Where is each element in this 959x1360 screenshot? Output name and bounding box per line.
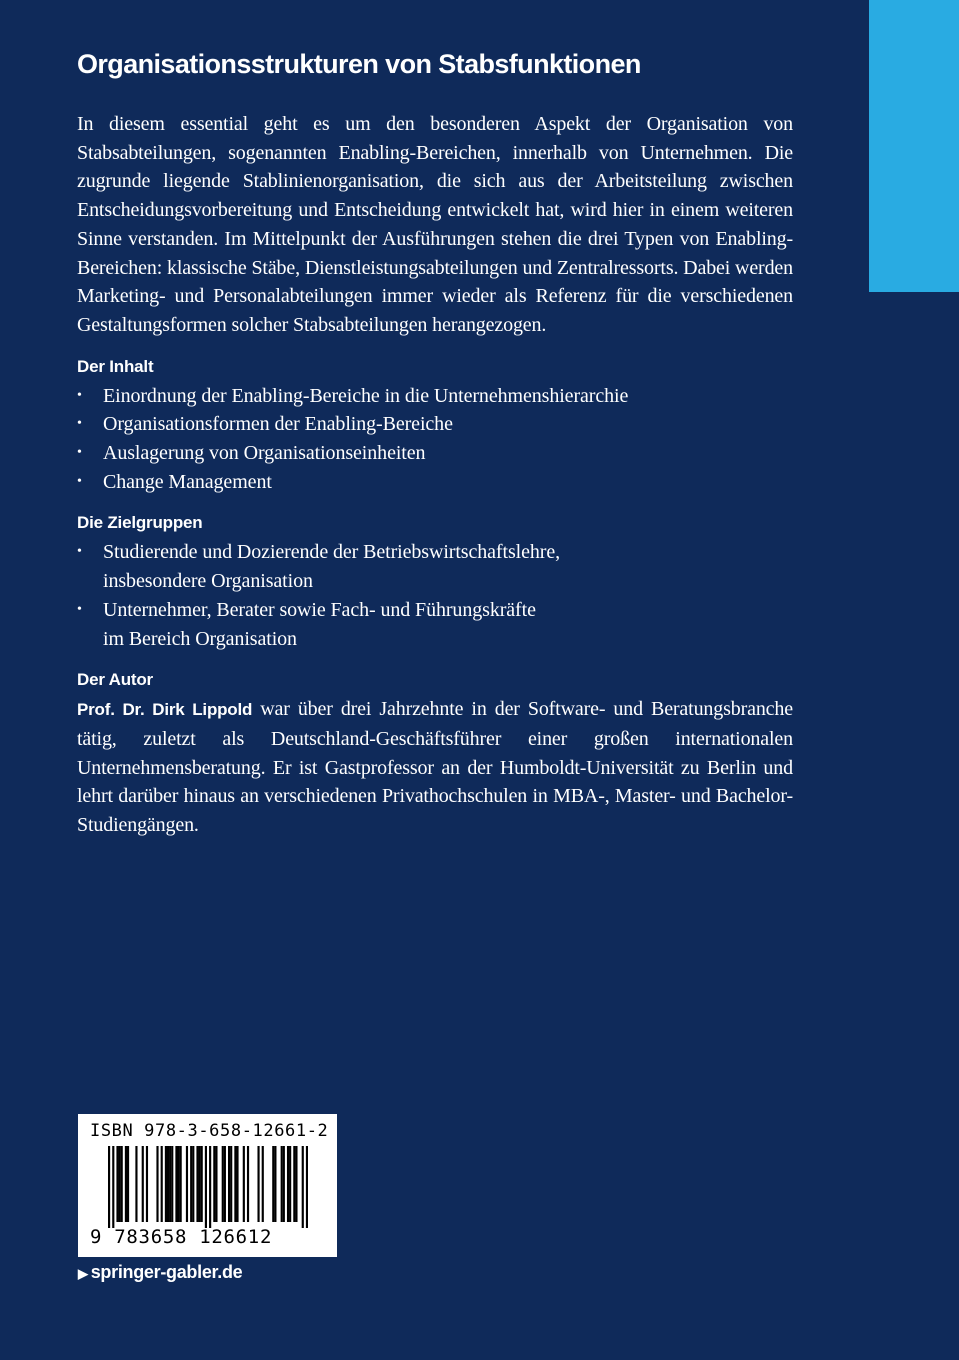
barcode-bar: [108, 1146, 110, 1228]
autor-heading: Der Autor: [77, 670, 153, 690]
barcode-bar: [161, 1146, 163, 1222]
barcode-bar: [192, 1146, 194, 1222]
barcode-bar: [234, 1146, 236, 1222]
barcode-bar: [186, 1146, 188, 1222]
author-name: Prof. Dr. Dirk Lippold: [77, 700, 253, 720]
barcode-bar: [199, 1146, 201, 1222]
arrow-icon: ▶: [78, 1266, 88, 1281]
accent-bar: [869, 0, 959, 292]
barcode-bar: [287, 1146, 289, 1222]
intro-paragraph: In diesem essential geht es um den besonderen Aspekt der Organisation von Stabsabteilungen, sogenannten Enabling-Bereichen, innerhalb von Unternehmen. Die zugrunde liegende Stablinienorganisation, die sich aus der Arbeitsteilung zwischen Entscheidungsvorbereitung und Entscheidung entwickelt hat, wird hier in einem weiteren Sinne verstanden. Im Mittelpunkt der Ausführungen stehen die drei Typen von Enabling-Bereichen: klassische Stäbe, Dienstleistungsabteilungen und Zentralressorts. Dabei werden Marketing- und Personalabteilungen immer wieder als Referenz für die verschiedenen Gestaltungsformen solcher Stabsabteilungen herangezogen.: [77, 113, 793, 336]
barcode-bar: [171, 1146, 173, 1222]
barcode-bar: [283, 1146, 285, 1222]
barcode-bar: [169, 1146, 171, 1222]
barcode-bar: [236, 1146, 238, 1222]
barcode-bar: [167, 1146, 169, 1222]
isbn-barcode: [78, 1114, 337, 1257]
zielgruppen-heading: Die Zielgruppen: [77, 513, 203, 533]
barcode-bar: [121, 1146, 123, 1222]
publisher-website[interactable]: ▶ springer-gabler.de: [78, 1262, 243, 1282]
barcode-bar: [247, 1146, 249, 1222]
barcode-bar: [281, 1146, 283, 1222]
author-bio: Prof. Dr. Dirk Lippold war über drei Jahrzehnte in der Software- und Beratungsbranche tätig, zuletzt als Deutschland-Geschäftsführer einer großen internationalen Unternehmensberatung. Er ist Gastprofessor an der Humboldt-Universität zu Berlin und lehrt darüber hinaus an verschiedenen Privathochschulen in MBA-, Master- und Bachelor- Studiengängen.: [77, 698, 793, 837]
list-item: • Unternehmer, Berater sowie Fach- und Führungskräfte im Bereich Organisation: [77, 598, 536, 650]
isbn-label: ISBN 978-3-658-12661-2: [90, 1121, 329, 1141]
barcode-bar: [142, 1146, 144, 1222]
barcode-bar: [243, 1146, 245, 1222]
barcode-bar: [228, 1146, 230, 1222]
barcode-bar: [190, 1146, 192, 1222]
barcode-bar: [289, 1146, 291, 1222]
barcode-bar: [127, 1146, 129, 1222]
list-item: • Einordnung der Enabling-Bereiche in die Unternehmenshierarchie: [77, 384, 629, 407]
barcode-bar: [177, 1146, 179, 1222]
barcode-bar: [262, 1146, 264, 1222]
barcode-bar: [175, 1146, 177, 1222]
barcode-bar: [119, 1146, 121, 1222]
barcode-bar: [306, 1146, 308, 1228]
list-item: • Studierende und Dozierende der Betriebswirtschaftslehre, insbesondere Organisation: [77, 541, 561, 593]
barcode-bar: [205, 1146, 207, 1228]
back-cover-content: [77, 44, 793, 840]
barcode-bar: [180, 1146, 182, 1222]
barcode-bar: [257, 1146, 259, 1222]
barcode-bar: [209, 1146, 211, 1228]
list-item: • Change Management: [77, 470, 272, 493]
barcode-bar: [213, 1146, 215, 1222]
barcode-bar: [201, 1146, 203, 1222]
zielgruppen-list: [77, 538, 793, 653]
barcode-bar: [230, 1146, 232, 1222]
barcode-bar: [224, 1146, 226, 1222]
barcode-bar: [272, 1146, 274, 1222]
barcode-bar: [146, 1146, 148, 1222]
barcode-digits: 9 783658 126612: [90, 1226, 273, 1248]
barcode-bar: [293, 1146, 295, 1222]
inhalt-list: [77, 382, 793, 497]
barcode-bar: [222, 1146, 224, 1222]
barcode-bar: [156, 1146, 158, 1222]
inhalt-heading: Der Inhalt: [77, 356, 154, 376]
barcode-bar: [135, 1146, 137, 1222]
barcode-bar: [274, 1146, 276, 1222]
barcode-bar: [165, 1146, 167, 1222]
barcode-bar: [112, 1146, 114, 1228]
barcode-bar: [215, 1146, 217, 1222]
barcode-bar: [116, 1146, 118, 1222]
list-item: • Organisationsformen der Enabling-Bereiche: [77, 413, 453, 436]
barcode-bar: [125, 1146, 127, 1222]
barcode-bar: [295, 1146, 297, 1222]
barcode-bars: [108, 1146, 308, 1228]
barcode-bar: [196, 1146, 198, 1222]
book-title: Organisationsstrukturen von Stabsfunktionen: [77, 49, 641, 79]
list-item: • Auslagerung von Organisationseinheiten: [77, 442, 426, 465]
barcode-bar: [302, 1146, 304, 1228]
